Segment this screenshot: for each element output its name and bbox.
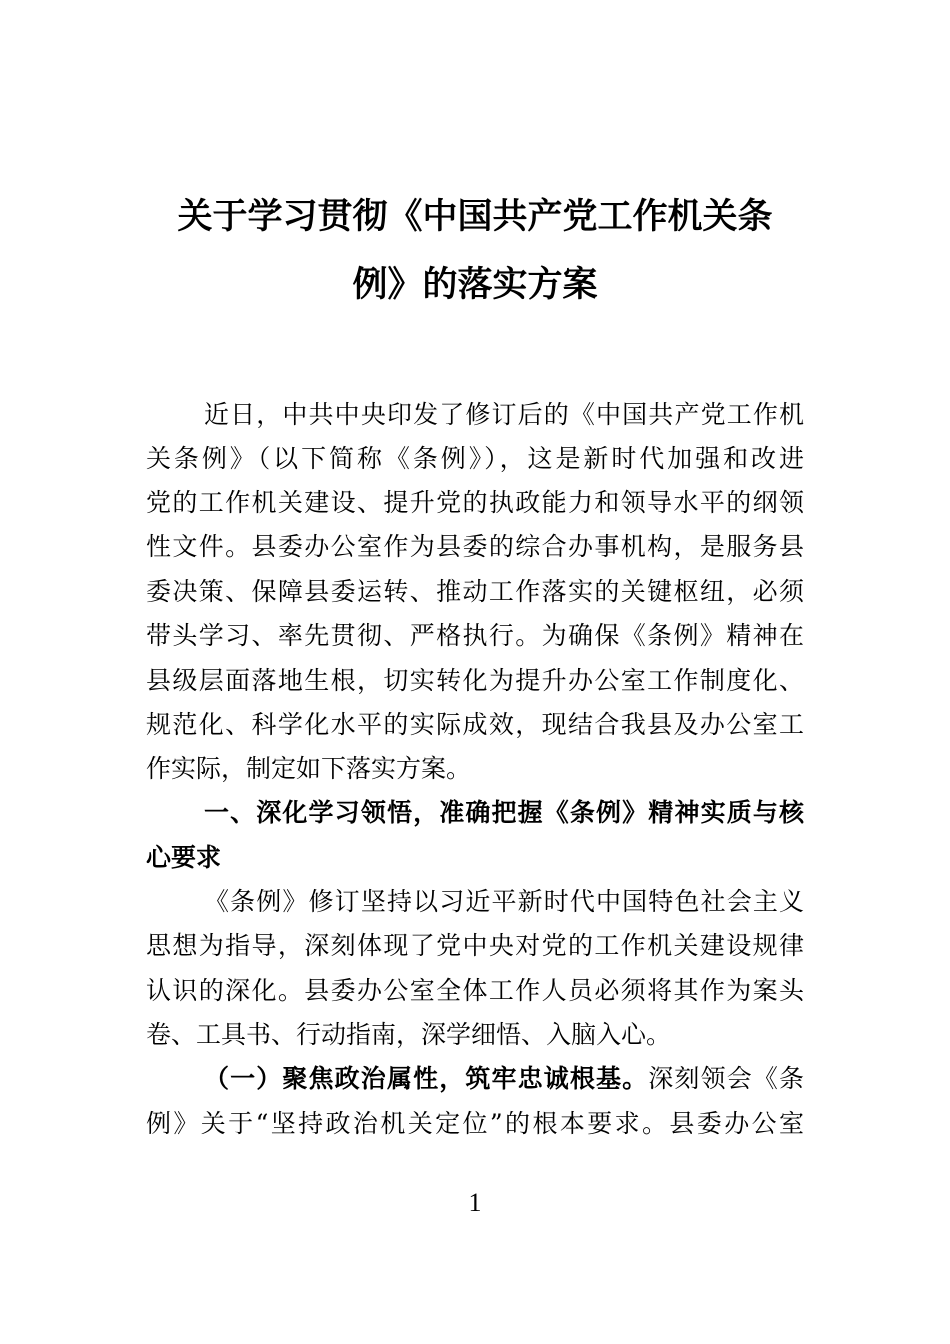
paragraph-1-line: 县级层面落地生根，切实转化为提升办公室工作制度化、: [146, 666, 804, 695]
section-heading-line: 心要求: [146, 843, 222, 872]
paragraph-2-line: 《条例》修订坚持以习近平新时代中国特色社会主义: [204, 887, 804, 916]
paragraph-1-line: 作实际，制定如下落实方案。: [146, 754, 472, 783]
paragraph-2-line: 卷、工具书、行动指南，深学细悟、入脑入心。: [146, 1020, 672, 1049]
paragraph-1-line: 近日，中共中央印发了修订后的《中国共产党工作机: [204, 400, 804, 429]
page-number: 1: [468, 1188, 482, 1217]
document-title-line-2: 例》的落实方案: [352, 265, 598, 305]
paragraph-2-line: 思想为指导，深刻体现了党中央对党的工作机关建设规律: [146, 931, 804, 960]
subsection-1-lead: （一）聚焦政治属性，筑牢忠诚根基。: [204, 1064, 649, 1093]
section-heading-line: 一、深化学习领悟，准确把握《条例》精神实质与核: [204, 798, 804, 827]
paragraph-1-line: 性文件。县委办公室作为县委的综合办事机构，是服务县: [146, 532, 804, 561]
paragraph-1-line: 党的工作机关建设、提升党的执政能力和领导水平的纲领: [146, 488, 804, 517]
paragraph-1-line: 关条例》（以下简称《条例》），这是新时代加强和改进: [146, 444, 804, 473]
document-title-line-1: 关于学习贯彻《中国共产党工作机关条: [177, 197, 773, 237]
subsection-1-text: 深刻领会《条: [648, 1064, 804, 1093]
paragraph-1-line: 规范化、科学化水平的实际成效，现结合我县及办公室工: [146, 710, 804, 739]
paragraph-2-line: 认识的深化。县委办公室全体工作人员必须将其作为案头: [146, 976, 804, 1005]
subsection-1-line-2: 例》关于“坚持政治机关定位”的根本要求。县委办公室: [146, 1109, 804, 1138]
paragraph-1-line: 委决策、保障县委运转、推动工作落实的关键枢纽，必须: [146, 577, 804, 606]
paragraph-1-line: 带头学习、率先贯彻、严格执行。为确保《条例》精神在: [146, 621, 804, 650]
subsection-1-line: [146, 1064, 804, 1094]
